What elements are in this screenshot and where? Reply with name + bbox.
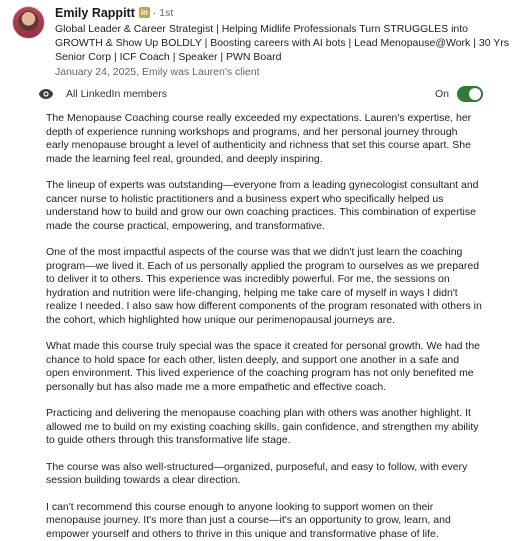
visibility-label: All LinkedIn members [66, 88, 435, 100]
author-name-row [55, 4, 515, 21]
author-headline: Global Leader & Career Strategist | Helping Midlife Professionals Turn STRUGGLES into GROWTH & Show Up BOLDLY | Boosting careers with AI bots | Lead Menopause@Work | 30 Yrs Senior Corp | ICF Coach | Speaker | PWN Board [55, 22, 515, 64]
recommendation-paragraph: I can't recommend this course enough to anyone looking to support women on their menopause journey. It's more than just a course—it's an opportunity to grow, learn, and empower yourself and others to thrive in this unique and transformative phase of life. [46, 501, 483, 541]
recommendation-header [10, 4, 489, 79]
author-name[interactable]: Emily Rappitt [55, 6, 135, 20]
recommendation-paragraph: What made this course truly special was the space it created for personal growth. We had the chance to hold space for each other, listen deeply, and support one another in a safe and open environment. This lived experience of the coaching program has not only benefited me personally but has also made me a more empathetic and effective coach. [46, 340, 483, 394]
visibility-row [10, 84, 489, 104]
recommendation-paragraph: The course was also well-structured—organized, purposeful, and easy to follow, with every session building towards a clear direction. [46, 461, 483, 488]
eye-icon [38, 88, 54, 100]
toggle-knob [469, 88, 481, 100]
recommendation-meta: January 24, 2025, Emily was Lauren's client [55, 65, 515, 79]
toggle-label: On [435, 88, 449, 100]
recommendation-paragraph: The lineup of experts was outstanding—everyone from a leading gynecologist consultant and cancer nurse to holistic practitioners and a business expert who specifically helped us understand how to build and grow our own coaching practices. This combination of expertise made the course practical, empowering, and transformative. [46, 179, 483, 233]
author-info [55, 4, 515, 79]
linkedin-icon: in [139, 7, 150, 18]
recommendation-text [10, 112, 489, 541]
avatar[interactable] [12, 6, 45, 39]
recommendation-paragraph: The Menopause Coaching course really exceeded my expectations. Lauren's expertise, her depth of experience running workshops and programs, and her personal journey through early menopause brought a level of authenticity and richness that set this course apart. She made the learning feel real, grounded, and deeply inspiring. [46, 112, 483, 166]
recommendation-paragraph: Practicing and delivering the menopause coaching plan with others was another highlight. It allowed me to build on my existing coaching skills, gain confidence, and strengthen my ability to guide others through this transformative life stage. [46, 407, 483, 448]
connection-degree: · 1st [153, 7, 173, 19]
recommendation-paragraph: One of the most impactful aspects of the course was that we didn't just learn the coaching program—we lived it. Each of us personally applied the program to ourselves as we prepared to deliver it to others. This experience was incredibly powerful. For me, the sessions on hydration and nutrition were life-changing, helping me take care of myself in ways I didn't realize I needed. I also saw how different components of the program resonated with others in the cohort, which highlighted how unique our perimenopausal journeys are. [46, 246, 483, 327]
visibility-toggle[interactable] [457, 86, 483, 102]
